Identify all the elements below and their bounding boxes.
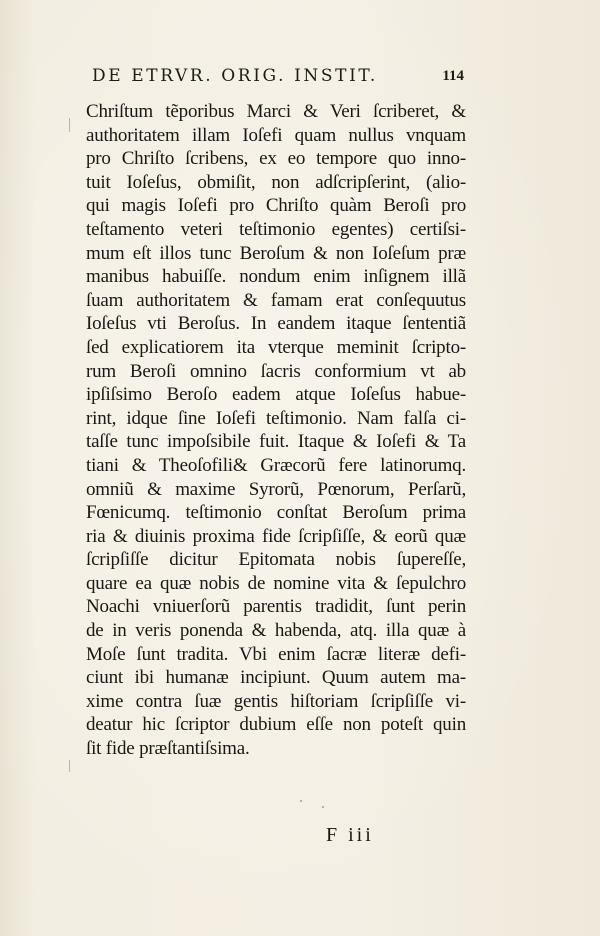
- text-line: qui magis Ioſefi pro Chriſto quàm Beroſi pro: [86, 195, 466, 217]
- text-line: omniũ & maxime Syrorũ, Pœnorum, Perſarũ,: [86, 478, 466, 500]
- running-head: [92, 62, 464, 92]
- text-line: rum Beroſi omnino ſacris conformium vt ab: [86, 360, 466, 382]
- body-text: [86, 100, 466, 761]
- text-line: tuit Ioſeſus, obmiſit, non adſcripſerint, (alio-: [86, 171, 466, 193]
- text-line: ciunt ibi humanæ incipiunt. Quum autem ma-: [86, 667, 466, 689]
- text-line: pro Chriſto ſcribens, ex eo tempore quo inno-: [86, 148, 466, 170]
- signature-mark: F iii: [326, 824, 374, 846]
- text-line: ipſiſsimo Beroſo eadem atque Ioſeſus habue-: [86, 384, 466, 406]
- text-line: rint, idque ſine Ioſefi teſtimonio. Nam falſa ci-: [86, 407, 466, 429]
- page-number: 114: [442, 68, 464, 84]
- text-line: Moſe ſunt tradita. Vbi enim ſacræ literæ defi-: [86, 643, 466, 665]
- text-line: manibus habuiſſe. nondum enim inſignem illã: [86, 266, 466, 288]
- text-line: tiani & Theoſofili& Græcorũ fere latinorumq.: [86, 454, 466, 476]
- text-line: taſſe tunc impoſsibile fuit. Itaque & Ioſefi & Ta: [86, 431, 466, 453]
- ink-dot: [300, 800, 302, 802]
- ink-dot: [322, 806, 324, 808]
- text-line: deatur hic ſcriptor dubium eſſe non poteſt quin: [86, 714, 466, 736]
- text-line: xime contra ſuæ gentis hiſtoriam ſcripſiſſe vi-: [86, 690, 466, 712]
- text-line: Noachi vniuerſorũ parentis tradidit, ſunt perin: [86, 596, 466, 618]
- text-line: ſit fide præſtantiſsima.: [86, 738, 250, 760]
- margin-mark: [69, 760, 70, 772]
- text-line: ria & diuinis proxima fide ſcripſiſſe, & eorũ quæ: [86, 525, 466, 547]
- text-line: Chriſtum tẽporibus Marci & Veri ſcriberet, &: [86, 101, 466, 122]
- text-line: authoritatem illam Ioſefi quam nullus vnquam: [86, 124, 466, 146]
- text-line: quare ea quæ nobis de nomine vita & ſepulchro: [86, 572, 466, 594]
- margin-mark: [69, 118, 70, 132]
- text-line: ſcripſiſſe dicitur Epitomata nobis ſupereſſe,: [86, 549, 466, 571]
- text-line: ſuam authoritatem & famam erat conſequutus: [86, 289, 466, 311]
- text-line: teſtamento veteri teſtimonio egentes) certiſsi-: [86, 218, 466, 240]
- text-line: Ioſeſus vti Beroſus. In eandem itaque ſententiã: [86, 313, 466, 335]
- text-line: de in veris ponenda & habenda, atq. illa quæ à: [86, 620, 466, 642]
- text-line: ſed explicatiorem ita vterque meminit ſcripto-: [86, 336, 466, 358]
- text-line: mum eſt illos tunc Beroſum & non Ioſeſum præ: [86, 242, 466, 264]
- running-title: DE ETRVR. ORIG. INSTIT.: [92, 66, 378, 86]
- text-line: Fœnicumq. teſtimonio conſtat Beroſum prima: [86, 502, 466, 524]
